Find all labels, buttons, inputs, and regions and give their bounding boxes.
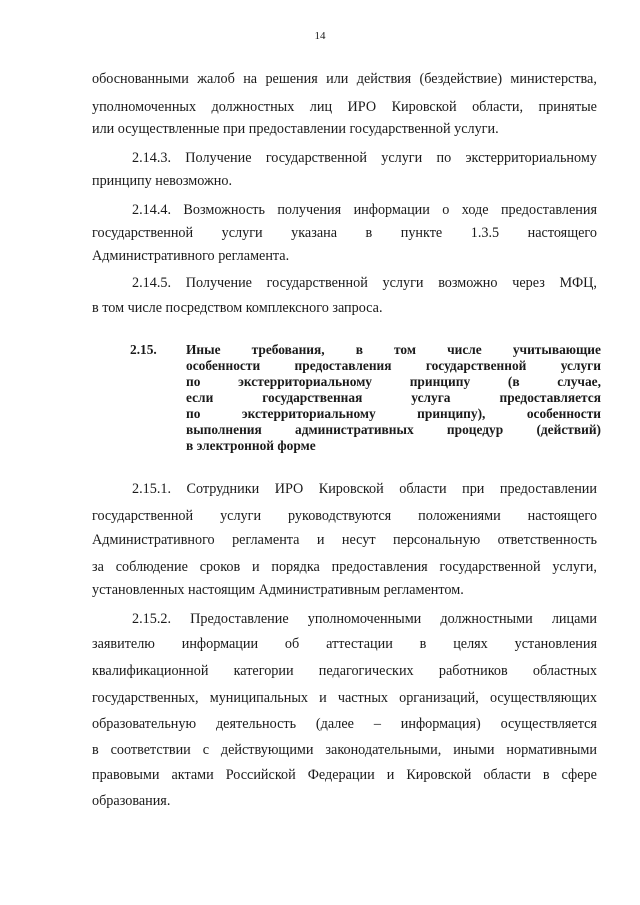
word: Получение bbox=[185, 275, 252, 291]
section-title-line bbox=[186, 342, 601, 358]
word: в bbox=[92, 742, 99, 758]
word: (бездействие) bbox=[419, 71, 503, 87]
word: предоставляется bbox=[499, 390, 601, 405]
word: жалоб bbox=[197, 71, 235, 87]
text-line: Административного регламента. bbox=[92, 248, 290, 264]
word: и bbox=[316, 532, 325, 548]
word: в bbox=[355, 342, 363, 357]
word: государственная bbox=[262, 390, 363, 405]
word: при bbox=[462, 481, 485, 497]
word: по bbox=[186, 374, 201, 389]
text-line bbox=[92, 99, 597, 116]
word: нормативными bbox=[506, 742, 597, 758]
page-number: 14 bbox=[314, 30, 326, 42]
word: порядка bbox=[271, 559, 320, 575]
word: предоставлении bbox=[499, 481, 597, 497]
section-number: 2.15. bbox=[130, 342, 157, 357]
word: административных bbox=[295, 422, 414, 437]
word: Сотрудники bbox=[186, 481, 260, 497]
text-line: установленных настоящим Административным регламентом. bbox=[92, 582, 464, 598]
text-line bbox=[92, 690, 597, 707]
word: обоснованными bbox=[92, 71, 189, 87]
word: с bbox=[202, 742, 209, 758]
word: педагогических bbox=[318, 663, 414, 679]
word: случае, bbox=[557, 374, 601, 389]
word: должностных bbox=[211, 99, 295, 115]
word: законодательными, bbox=[325, 742, 442, 758]
word: областных bbox=[532, 663, 597, 679]
word: ИРО bbox=[274, 481, 304, 497]
word: предоставления bbox=[294, 358, 392, 373]
word: принятые bbox=[538, 99, 597, 115]
word: услуги bbox=[560, 358, 601, 373]
word: требования, bbox=[251, 342, 325, 357]
word: 2.15.1. bbox=[132, 481, 172, 497]
section-title-line: в электронной форме bbox=[186, 438, 316, 453]
word: в bbox=[365, 225, 373, 241]
text-line bbox=[132, 481, 597, 498]
word: особенности bbox=[526, 406, 601, 421]
word: целях bbox=[453, 636, 488, 652]
word: решения bbox=[265, 71, 318, 87]
word: и bbox=[251, 559, 260, 575]
word: Кировской bbox=[391, 99, 457, 115]
word: экстерриториальному bbox=[465, 150, 597, 166]
word: настоящего bbox=[527, 225, 597, 241]
word: процедур bbox=[446, 422, 504, 437]
word: услуги bbox=[221, 225, 263, 241]
word: (в bbox=[507, 374, 520, 389]
word: государственной bbox=[92, 508, 194, 524]
word: особенности bbox=[186, 358, 261, 373]
word: области bbox=[399, 481, 447, 497]
word: Административного bbox=[92, 532, 215, 548]
word: уполномоченных bbox=[92, 99, 197, 115]
word: частных bbox=[337, 690, 388, 706]
word: государственных, bbox=[92, 690, 199, 706]
word: положениями bbox=[418, 508, 501, 524]
word: если bbox=[186, 390, 214, 405]
word: информации bbox=[181, 636, 259, 652]
word: в bbox=[542, 767, 550, 783]
word: Иные bbox=[186, 342, 221, 357]
text-line: в том числе посредством комплексного запроса. bbox=[92, 300, 383, 316]
word: осуществляется bbox=[500, 716, 597, 732]
word: 2.14.4. bbox=[132, 202, 172, 218]
word: лицами bbox=[551, 611, 597, 627]
word: принципу), bbox=[417, 406, 486, 421]
word: правовыми bbox=[92, 767, 160, 783]
word: должностными bbox=[440, 611, 533, 627]
word: действия bbox=[356, 71, 412, 87]
word: указана bbox=[291, 225, 338, 241]
word: 2.14.5. bbox=[132, 275, 172, 291]
word: министерства, bbox=[510, 71, 597, 87]
text-line bbox=[132, 202, 597, 219]
word: Российской bbox=[225, 767, 296, 783]
word: на bbox=[243, 71, 258, 87]
word: настоящего bbox=[527, 508, 597, 524]
text-line bbox=[92, 636, 597, 653]
text-line bbox=[92, 71, 597, 88]
text-line bbox=[92, 532, 597, 549]
word: персональную bbox=[392, 532, 481, 548]
word: числе bbox=[447, 342, 482, 357]
word: информация) bbox=[400, 716, 481, 732]
text-line bbox=[92, 559, 597, 576]
word: об bbox=[284, 636, 300, 652]
word: образовательную bbox=[92, 716, 197, 732]
word: через bbox=[512, 275, 545, 291]
word: – bbox=[373, 716, 381, 732]
word: регламента bbox=[232, 532, 300, 548]
word: по bbox=[436, 150, 452, 166]
word: несут bbox=[341, 532, 376, 548]
word: предоставления bbox=[331, 559, 428, 575]
word: о bbox=[442, 202, 450, 218]
word: действующими bbox=[220, 742, 314, 758]
word: работников bbox=[438, 663, 508, 679]
text-line bbox=[132, 275, 597, 292]
word: Получение bbox=[185, 150, 252, 166]
word: Кировской bbox=[406, 767, 472, 783]
text-line bbox=[132, 611, 597, 628]
word: Возможность bbox=[183, 202, 265, 218]
word: деятельность bbox=[215, 716, 297, 732]
word: категории bbox=[233, 663, 294, 679]
word: государственной bbox=[266, 275, 368, 291]
word: и bbox=[386, 767, 395, 783]
text-line bbox=[92, 742, 597, 759]
word: услуги, bbox=[552, 559, 597, 575]
word: услуги bbox=[220, 508, 262, 524]
word: Федерации bbox=[307, 767, 375, 783]
word: или bbox=[326, 71, 349, 87]
word: области, bbox=[472, 99, 524, 115]
word: аттестации bbox=[326, 636, 393, 652]
word: заявителю bbox=[92, 636, 155, 652]
word: экстерриториальному bbox=[238, 374, 373, 389]
word: пункте bbox=[400, 225, 443, 241]
text-line: или осуществленные при предоставлении государственной услуги. bbox=[92, 121, 499, 137]
section-title-line bbox=[186, 358, 601, 374]
word: актами bbox=[171, 767, 214, 783]
word: предоставления bbox=[500, 202, 597, 218]
word: области bbox=[483, 767, 531, 783]
word: уполномоченными bbox=[307, 611, 422, 627]
word: экстерриториальному bbox=[241, 406, 376, 421]
word: соблюдение bbox=[115, 559, 188, 575]
word: 2.15.2. bbox=[132, 611, 172, 627]
word: учитывающие bbox=[512, 342, 601, 357]
word: том bbox=[394, 342, 416, 357]
word: ИРО bbox=[347, 99, 377, 115]
word: Кировской bbox=[318, 481, 384, 497]
word: сфере bbox=[561, 767, 597, 783]
text-line bbox=[92, 767, 597, 784]
word: государственной bbox=[439, 559, 541, 575]
word: услуги bbox=[382, 275, 424, 291]
word: услуга bbox=[411, 390, 451, 405]
word: 1.3.5 bbox=[470, 225, 500, 241]
word: услуги bbox=[381, 150, 423, 166]
word: информации bbox=[353, 202, 430, 218]
word: лиц bbox=[309, 99, 333, 115]
word: возможно bbox=[438, 275, 498, 291]
word: муниципальных bbox=[209, 690, 308, 706]
word: осуществляющих bbox=[489, 690, 597, 706]
word: государственной bbox=[92, 225, 194, 241]
section-title-line bbox=[186, 406, 601, 422]
word: организаций, bbox=[399, 690, 479, 706]
word: (далее bbox=[315, 716, 354, 732]
word: государственной bbox=[425, 358, 527, 373]
text-line: принципу невозможно. bbox=[92, 173, 233, 189]
word: (действий) bbox=[536, 422, 601, 437]
word: получения bbox=[277, 202, 342, 218]
word: принципу bbox=[409, 374, 471, 389]
text-line bbox=[92, 716, 597, 733]
text-line bbox=[92, 663, 597, 680]
text-line bbox=[92, 508, 597, 525]
word: в bbox=[419, 636, 427, 652]
word: соответствии bbox=[110, 742, 191, 758]
word: 2.14.3. bbox=[132, 150, 172, 166]
word: государственной bbox=[265, 150, 367, 166]
text-line bbox=[92, 225, 597, 242]
section-title-line bbox=[186, 390, 601, 406]
word: квалификационной bbox=[92, 663, 209, 679]
word: сроков bbox=[199, 559, 241, 575]
word: Предоставление bbox=[190, 611, 289, 627]
word: ответственность bbox=[497, 532, 597, 548]
word: установления bbox=[514, 636, 597, 652]
word: иными bbox=[453, 742, 495, 758]
word: за bbox=[92, 559, 104, 575]
text-line bbox=[132, 150, 597, 167]
word: ходе bbox=[461, 202, 489, 218]
word: выполнения bbox=[186, 422, 262, 437]
word: МФЦ, bbox=[559, 275, 597, 291]
word: и bbox=[319, 690, 327, 706]
word: по bbox=[186, 406, 201, 421]
text-line: образования. bbox=[92, 793, 171, 809]
section-title-line bbox=[186, 374, 601, 390]
section-title-line bbox=[186, 422, 601, 438]
word: руководствуются bbox=[288, 508, 392, 524]
